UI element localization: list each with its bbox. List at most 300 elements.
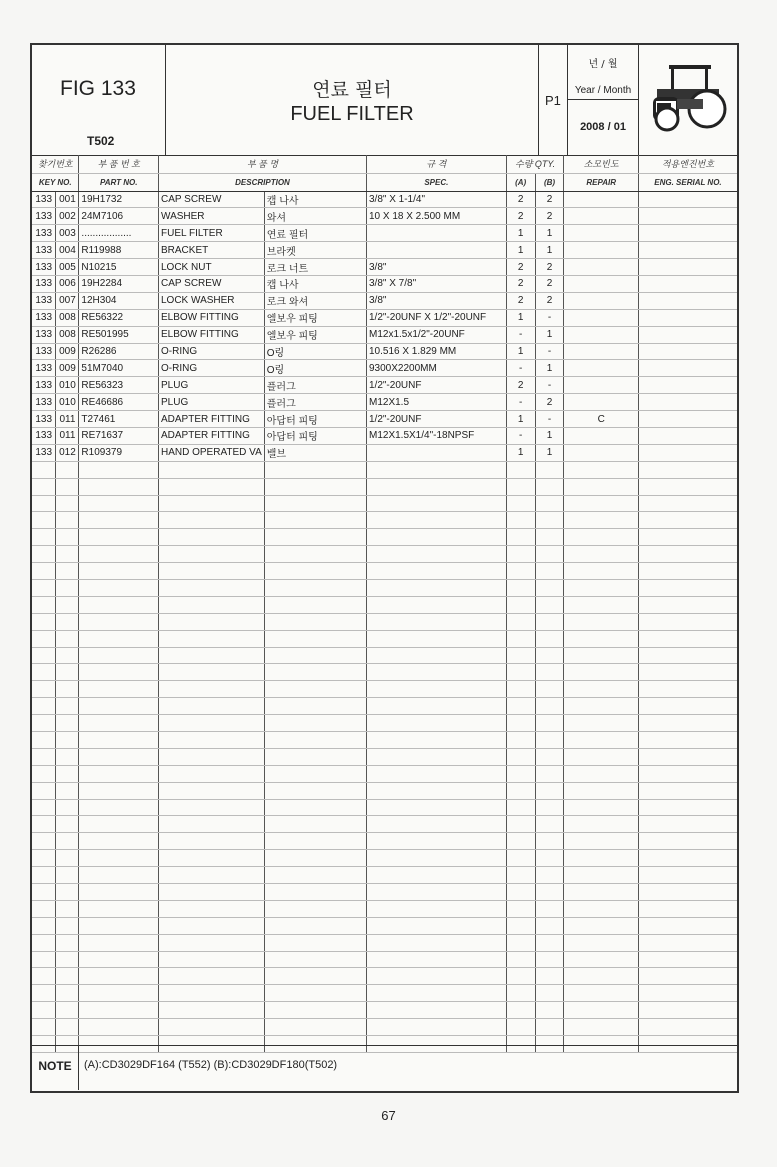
cell-repair xyxy=(564,900,638,917)
cell-desc-en xyxy=(159,951,265,968)
cell-spec: 3/8" X 7/8" xyxy=(366,275,506,292)
cell-spec xyxy=(366,1002,506,1019)
cell-spec xyxy=(366,799,506,816)
illustration-cell xyxy=(639,45,737,155)
cell-desc-en: CAP SCREW xyxy=(159,191,265,208)
cell-qty-b xyxy=(535,732,564,749)
cell-serial xyxy=(638,816,737,833)
cell-repair xyxy=(564,326,638,343)
cell-spec xyxy=(366,951,506,968)
cell-desc-ko: 캡 나사 xyxy=(264,275,366,292)
cell-part xyxy=(79,850,159,867)
cell-spec xyxy=(366,512,506,529)
cell-repair xyxy=(564,1002,638,1019)
cell-qty-b: 1 xyxy=(535,242,564,259)
cell-desc-en xyxy=(159,630,265,647)
cell-desc-ko: 플러그 xyxy=(264,377,366,394)
cell-key xyxy=(56,850,79,867)
cell-key xyxy=(56,765,79,782)
cell-repair xyxy=(564,613,638,630)
empty-table-row xyxy=(32,698,737,715)
cell-spec: 10 X 18 X 2.500 MM xyxy=(366,208,506,225)
cell-part xyxy=(79,529,159,546)
cell-fig: 133 xyxy=(32,411,56,428)
cell-repair xyxy=(564,985,638,1002)
cell-spec xyxy=(366,613,506,630)
cell-desc-ko xyxy=(264,782,366,799)
cell-qty-a: - xyxy=(506,427,535,444)
empty-table-row xyxy=(32,985,737,1002)
cell-part xyxy=(79,934,159,951)
cell-fig: 133 xyxy=(32,427,56,444)
cell-qty-a xyxy=(506,461,535,478)
cell-qty-b: 1 xyxy=(535,225,564,242)
note-row xyxy=(32,1045,737,1091)
cell-spec xyxy=(366,444,506,461)
cell-key xyxy=(56,951,79,968)
cell-qty-b: - xyxy=(535,309,564,326)
cell-fig xyxy=(32,968,56,985)
cell-qty-b xyxy=(535,495,564,512)
cell-qty-a xyxy=(506,630,535,647)
cell-serial xyxy=(638,917,737,934)
cell-qty-b: 2 xyxy=(535,259,564,276)
cell-desc-ko: 엘보우 피팅 xyxy=(264,326,366,343)
table-row xyxy=(32,292,737,309)
cell-desc-ko xyxy=(264,917,366,934)
cell-part: 51M7040 xyxy=(79,360,159,377)
cell-fig xyxy=(32,715,56,732)
cell-serial xyxy=(638,664,737,681)
cell-key: 005 xyxy=(56,259,79,276)
cell-part: 24M7106 xyxy=(79,208,159,225)
cell-qty-b: 2 xyxy=(535,394,564,411)
table-row xyxy=(32,309,737,326)
cell-serial xyxy=(638,275,737,292)
table-row xyxy=(32,444,737,461)
cell-desc-ko xyxy=(264,698,366,715)
cell-spec xyxy=(366,225,506,242)
cell-desc-ko: 브라켓 xyxy=(264,242,366,259)
cell-spec: M12X1.5 xyxy=(366,394,506,411)
column-header-english xyxy=(32,173,737,191)
cell-qty-b xyxy=(535,579,564,596)
table-row xyxy=(32,225,737,242)
cell-desc-en xyxy=(159,715,265,732)
cell-qty-a xyxy=(506,546,535,563)
cell-desc-en xyxy=(159,563,265,580)
cell-repair xyxy=(564,833,638,850)
cell-serial xyxy=(638,377,737,394)
cell-serial xyxy=(638,495,737,512)
cell-part xyxy=(79,799,159,816)
cell-qty-a xyxy=(506,715,535,732)
table-row xyxy=(32,208,737,225)
cell-part: T27461 xyxy=(79,411,159,428)
cell-desc-en: O-RING xyxy=(159,343,265,360)
cell-repair xyxy=(564,360,638,377)
cell-qty-b xyxy=(535,833,564,850)
cell-qty-b xyxy=(535,900,564,917)
cell-serial xyxy=(638,292,737,309)
cell-qty-b xyxy=(535,461,564,478)
cell-serial xyxy=(638,748,737,765)
cell-spec: M12X1.5X1/4"-18NPSF xyxy=(366,427,506,444)
cell-serial xyxy=(638,715,737,732)
cell-desc-en xyxy=(159,681,265,698)
cell-qty-a xyxy=(506,968,535,985)
note-label: NOTE xyxy=(32,1046,79,1090)
cell-part: RE71637 xyxy=(79,427,159,444)
col-serial-ko: 적용엔진번호 xyxy=(638,155,737,173)
empty-table-row xyxy=(32,715,737,732)
cell-serial xyxy=(638,208,737,225)
cell-key xyxy=(56,867,79,884)
cell-serial xyxy=(638,326,737,343)
cell-qty-b xyxy=(535,563,564,580)
col-part-ko: 부 품 번 호 xyxy=(79,155,159,173)
cell-qty-a xyxy=(506,985,535,1002)
cell-qty-a: 1 xyxy=(506,242,535,259)
cell-desc-en xyxy=(159,579,265,596)
cell-repair xyxy=(564,579,638,596)
col-serial-en: ENG. SERIAL NO. xyxy=(638,173,737,191)
cell-desc-en xyxy=(159,816,265,833)
cell-repair xyxy=(564,850,638,867)
cell-repair xyxy=(564,461,638,478)
cell-desc-ko: 캡 나사 xyxy=(264,191,366,208)
cell-fig xyxy=(32,563,56,580)
page-folio: 67 xyxy=(381,1108,396,1123)
cell-qty-b: - xyxy=(535,411,564,428)
cell-part xyxy=(79,461,159,478)
empty-table-row xyxy=(32,664,737,681)
cell-desc-ko xyxy=(264,715,366,732)
cell-repair xyxy=(564,191,638,208)
cell-desc-ko xyxy=(264,900,366,917)
table-row xyxy=(32,191,737,208)
cell-qty-a xyxy=(506,867,535,884)
cell-spec xyxy=(366,816,506,833)
cell-fig xyxy=(32,934,56,951)
cell-key xyxy=(56,647,79,664)
cell-key xyxy=(56,579,79,596)
cell-spec xyxy=(366,782,506,799)
cell-qty-a xyxy=(506,563,535,580)
cell-repair xyxy=(564,681,638,698)
cell-desc-ko xyxy=(264,647,366,664)
cell-desc-en: PLUG xyxy=(159,377,265,394)
empty-table-row xyxy=(32,529,737,546)
year-month-korean: 년 / 월 xyxy=(588,59,618,70)
cell-serial xyxy=(638,596,737,613)
cell-part xyxy=(79,1019,159,1036)
col-repair-en: REPAIR xyxy=(564,173,638,191)
cell-desc-ko xyxy=(264,563,366,580)
cell-key: 011 xyxy=(56,427,79,444)
cell-part xyxy=(79,951,159,968)
cell-spec xyxy=(366,867,506,884)
cell-serial xyxy=(638,698,737,715)
cell-serial xyxy=(638,309,737,326)
cell-fig: 133 xyxy=(32,208,56,225)
cell-repair xyxy=(564,782,638,799)
cell-fig xyxy=(32,698,56,715)
cell-key: 008 xyxy=(56,326,79,343)
cell-spec xyxy=(366,765,506,782)
cell-fig xyxy=(32,512,56,529)
cell-repair xyxy=(564,630,638,647)
cell-fig: 133 xyxy=(32,343,56,360)
cell-fig xyxy=(32,951,56,968)
cell-qty-a: 2 xyxy=(506,377,535,394)
cell-qty-a: - xyxy=(506,326,535,343)
cell-spec xyxy=(366,242,506,259)
cell-spec xyxy=(366,647,506,664)
cell-spec: M12x1.5x1/2"-20UNF xyxy=(366,326,506,343)
cell-desc-ko: 아답터 피팅 xyxy=(264,411,366,428)
cell-part xyxy=(79,985,159,1002)
cell-fig xyxy=(32,613,56,630)
cell-part xyxy=(79,546,159,563)
cell-desc-en xyxy=(159,698,265,715)
cell-qty-a xyxy=(506,698,535,715)
cell-part: N10215 xyxy=(79,259,159,276)
cell-qty-b xyxy=(535,529,564,546)
col-qty-a: (A) xyxy=(506,173,535,191)
cell-desc-en xyxy=(159,884,265,901)
empty-table-row xyxy=(32,1002,737,1019)
cell-repair xyxy=(564,444,638,461)
cell-repair xyxy=(564,275,638,292)
cell-key xyxy=(56,968,79,985)
cell-fig xyxy=(32,461,56,478)
cell-desc-ko xyxy=(264,596,366,613)
cell-fig xyxy=(32,850,56,867)
cell-fig xyxy=(32,765,56,782)
cell-key: 012 xyxy=(56,444,79,461)
cell-repair xyxy=(564,529,638,546)
cell-qty-b xyxy=(535,985,564,1002)
cell-desc-en xyxy=(159,782,265,799)
cell-part xyxy=(79,748,159,765)
cell-desc-ko xyxy=(264,867,366,884)
cell-part xyxy=(79,968,159,985)
parts-table-body xyxy=(32,191,737,1052)
cell-key xyxy=(56,461,79,478)
cell-desc-en xyxy=(159,1002,265,1019)
cell-qty-b xyxy=(535,512,564,529)
cell-qty-a xyxy=(506,900,535,917)
cell-part xyxy=(79,1002,159,1019)
cell-part xyxy=(79,900,159,917)
cell-qty-b: 1 xyxy=(535,326,564,343)
divider xyxy=(568,99,638,100)
cell-serial xyxy=(638,968,737,985)
model-code: T502 xyxy=(87,134,115,148)
cell-spec: 3/8" X 1-1/4" xyxy=(366,191,506,208)
cell-spec xyxy=(366,833,506,850)
cell-part xyxy=(79,630,159,647)
cell-qty-a xyxy=(506,681,535,698)
cell-repair xyxy=(564,968,638,985)
cell-serial xyxy=(638,951,737,968)
cell-desc-ko xyxy=(264,850,366,867)
cell-serial xyxy=(638,579,737,596)
cell-fig xyxy=(32,596,56,613)
cell-qty-a xyxy=(506,799,535,816)
cell-serial xyxy=(638,900,737,917)
cell-desc-ko xyxy=(264,968,366,985)
cell-desc-en xyxy=(159,765,265,782)
empty-table-row xyxy=(32,799,737,816)
cell-desc-en: HAND OPERATED VA xyxy=(159,444,265,461)
cell-fig xyxy=(32,478,56,495)
cell-fig xyxy=(32,900,56,917)
cell-key xyxy=(56,512,79,529)
cell-repair xyxy=(564,208,638,225)
cell-fig: 133 xyxy=(32,292,56,309)
cell-desc-en: LOCK NUT xyxy=(159,259,265,276)
cell-part xyxy=(79,478,159,495)
cell-fig: 133 xyxy=(32,191,56,208)
cell-spec xyxy=(366,1019,506,1036)
cell-serial xyxy=(638,850,737,867)
cell-qty-b xyxy=(535,546,564,563)
cell-desc-en: FUEL FILTER xyxy=(159,225,265,242)
figure-cell xyxy=(32,45,166,155)
cell-key xyxy=(56,715,79,732)
cell-part xyxy=(79,512,159,529)
col-spec-en: SPEC. xyxy=(366,173,506,191)
cell-fig: 133 xyxy=(32,242,56,259)
cell-qty-b: 2 xyxy=(535,191,564,208)
cell-qty-a: 2 xyxy=(506,259,535,276)
cell-key: 003 xyxy=(56,225,79,242)
cell-qty-b xyxy=(535,630,564,647)
cell-spec xyxy=(366,732,506,749)
empty-table-row xyxy=(32,850,737,867)
cell-repair xyxy=(564,512,638,529)
table-row xyxy=(32,427,737,444)
col-spec-ko: 규 격 xyxy=(366,155,506,173)
cell-serial xyxy=(638,563,737,580)
title-english: FUEL FILTER xyxy=(290,103,414,125)
cell-part xyxy=(79,867,159,884)
cell-part: R26286 xyxy=(79,343,159,360)
cell-repair xyxy=(564,546,638,563)
cell-fig xyxy=(32,647,56,664)
cell-desc-en xyxy=(159,867,265,884)
table-row xyxy=(32,326,737,343)
cell-spec xyxy=(366,495,506,512)
cell-fig xyxy=(32,833,56,850)
empty-table-row xyxy=(32,461,737,478)
cell-part: 19H1732 xyxy=(79,191,159,208)
cell-desc-en: CAP SCREW xyxy=(159,275,265,292)
cell-part: R109379 xyxy=(79,444,159,461)
cell-key: 009 xyxy=(56,360,79,377)
cell-desc-ko xyxy=(264,630,366,647)
cell-qty-b xyxy=(535,934,564,951)
cell-fig xyxy=(32,917,56,934)
cell-qty-b xyxy=(535,782,564,799)
cell-fig xyxy=(32,664,56,681)
cell-spec: 3/8" xyxy=(366,259,506,276)
cell-serial xyxy=(638,461,737,478)
cell-qty-a: 1 xyxy=(506,343,535,360)
cell-key xyxy=(56,917,79,934)
cell-part xyxy=(79,917,159,934)
cell-part xyxy=(79,765,159,782)
cell-desc-ko: 플러그 xyxy=(264,394,366,411)
empty-table-row xyxy=(32,546,737,563)
cell-serial xyxy=(638,732,737,749)
cell-desc-ko xyxy=(264,1019,366,1036)
cell-spec xyxy=(366,596,506,613)
cell-serial xyxy=(638,427,737,444)
cell-qty-a: 2 xyxy=(506,208,535,225)
cell-qty-b xyxy=(535,596,564,613)
cell-key xyxy=(56,782,79,799)
cell-fig: 133 xyxy=(32,326,56,343)
cell-desc-ko: 연료 필터 xyxy=(264,225,366,242)
empty-table-row xyxy=(32,765,737,782)
cell-desc-ko xyxy=(264,461,366,478)
cell-spec xyxy=(366,715,506,732)
cell-desc-ko: 로크 와셔 xyxy=(264,292,366,309)
empty-table-row xyxy=(32,917,737,934)
parts-catalog-sheet xyxy=(30,43,739,1093)
cell-qty-b xyxy=(535,1002,564,1019)
cell-key: 004 xyxy=(56,242,79,259)
cell-qty-b: 1 xyxy=(535,360,564,377)
year-month-english: Year / Month xyxy=(574,85,632,96)
cell-spec xyxy=(366,681,506,698)
cell-serial xyxy=(638,985,737,1002)
cell-qty-b xyxy=(535,816,564,833)
cell-qty-a xyxy=(506,613,535,630)
cell-desc-ko xyxy=(264,799,366,816)
cell-serial xyxy=(638,259,737,276)
cell-key xyxy=(56,1002,79,1019)
title-cell xyxy=(166,45,539,155)
cell-qty-a: 2 xyxy=(506,191,535,208)
cell-qty-a: 1 xyxy=(506,309,535,326)
cell-serial xyxy=(638,884,737,901)
cell-qty-a xyxy=(506,596,535,613)
cell-qty-b: - xyxy=(535,377,564,394)
year-month-value: 2008 / 01 xyxy=(580,121,626,133)
cell-serial xyxy=(638,411,737,428)
cell-spec xyxy=(366,917,506,934)
cell-serial xyxy=(638,444,737,461)
cell-qty-b xyxy=(535,765,564,782)
cell-key xyxy=(56,664,79,681)
cell-fig xyxy=(32,985,56,1002)
cell-qty-a xyxy=(506,816,535,833)
table-row xyxy=(32,275,737,292)
cell-repair xyxy=(564,394,638,411)
cell-part: 12H304 xyxy=(79,292,159,309)
cell-desc-en: WASHER xyxy=(159,208,265,225)
empty-table-row xyxy=(32,748,737,765)
cell-repair xyxy=(564,259,638,276)
cell-part xyxy=(79,681,159,698)
cell-part xyxy=(79,698,159,715)
cell-repair xyxy=(564,377,638,394)
cell-qty-a xyxy=(506,495,535,512)
